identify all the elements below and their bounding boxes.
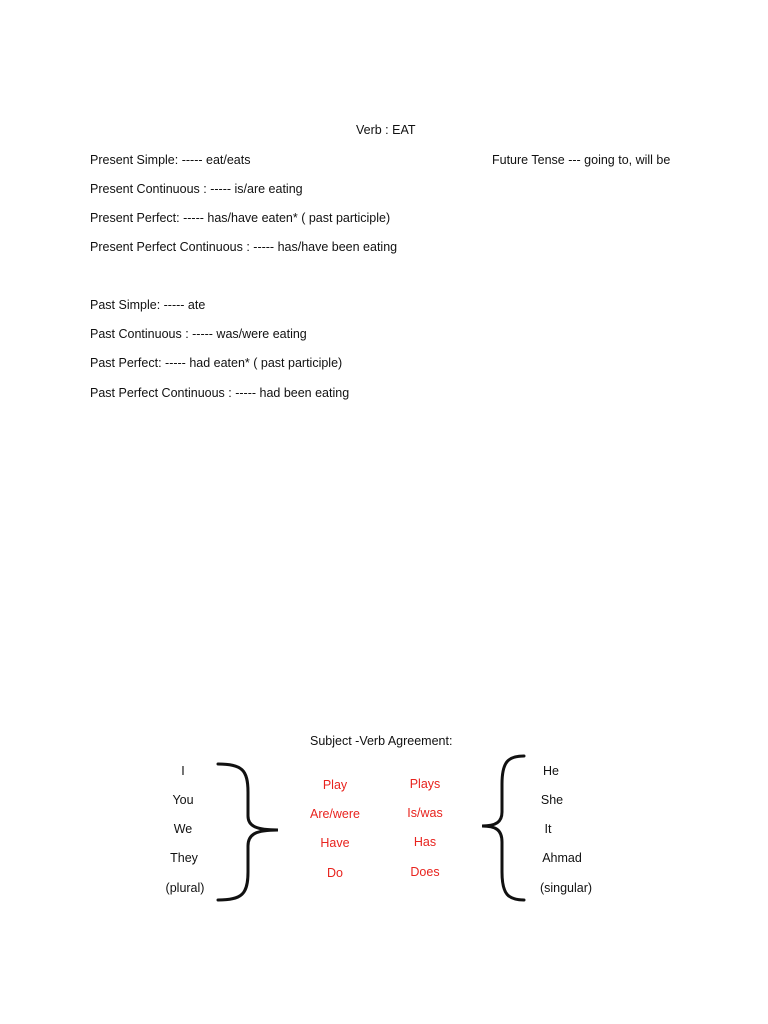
plural-verb: Have <box>320 836 350 850</box>
plural-subject: We <box>173 822 193 836</box>
left-brace-icon <box>212 760 284 906</box>
present-simple-line: Present Simple: ----- eat/eats <box>90 153 251 167</box>
plural-subject: I <box>181 764 185 778</box>
singular-subject: Ahmad <box>542 851 582 865</box>
plural-verb: Play <box>322 778 348 792</box>
plural-verb: Are/were <box>309 807 361 821</box>
plural-verb: Do <box>327 866 343 880</box>
past-simple-line: Past Simple: ----- ate <box>90 298 206 312</box>
past-perfect-line: Past Perfect: ----- had eaten* ( past participle) <box>90 356 343 370</box>
singular-label: (singular) <box>539 881 593 895</box>
singular-verb: Is/was <box>407 806 443 820</box>
singular-verb: Does <box>410 865 440 879</box>
singular-verb: Has <box>413 835 437 849</box>
future-tense-line: Future Tense --- going to, will be <box>492 153 671 167</box>
right-brace-icon <box>478 752 532 904</box>
singular-subject: It <box>544 822 552 836</box>
plural-label: (plural) <box>165 881 205 895</box>
plural-subject: They <box>170 851 198 865</box>
past-continuous-line: Past Continuous : ----- was/were eating <box>90 327 307 341</box>
present-perfect-continuous-line: Present Perfect Continuous : ----- has/have been eating <box>90 240 398 254</box>
past-perfect-continuous-line: Past Perfect Continuous : ----- had been eating <box>90 386 350 400</box>
agreement-title: Subject -Verb Agreement: <box>310 734 453 748</box>
singular-verb: Plays <box>409 777 441 791</box>
present-perfect-line: Present Perfect: ----- has/have eaten* ( past participle) <box>90 211 391 225</box>
singular-subject: He <box>543 764 559 778</box>
present-continuous-line: Present Continuous : ----- is/are eating <box>90 182 303 196</box>
plural-subject: You <box>172 793 194 807</box>
singular-subject: She <box>540 793 564 807</box>
page-title: Verb : EAT <box>356 123 416 137</box>
